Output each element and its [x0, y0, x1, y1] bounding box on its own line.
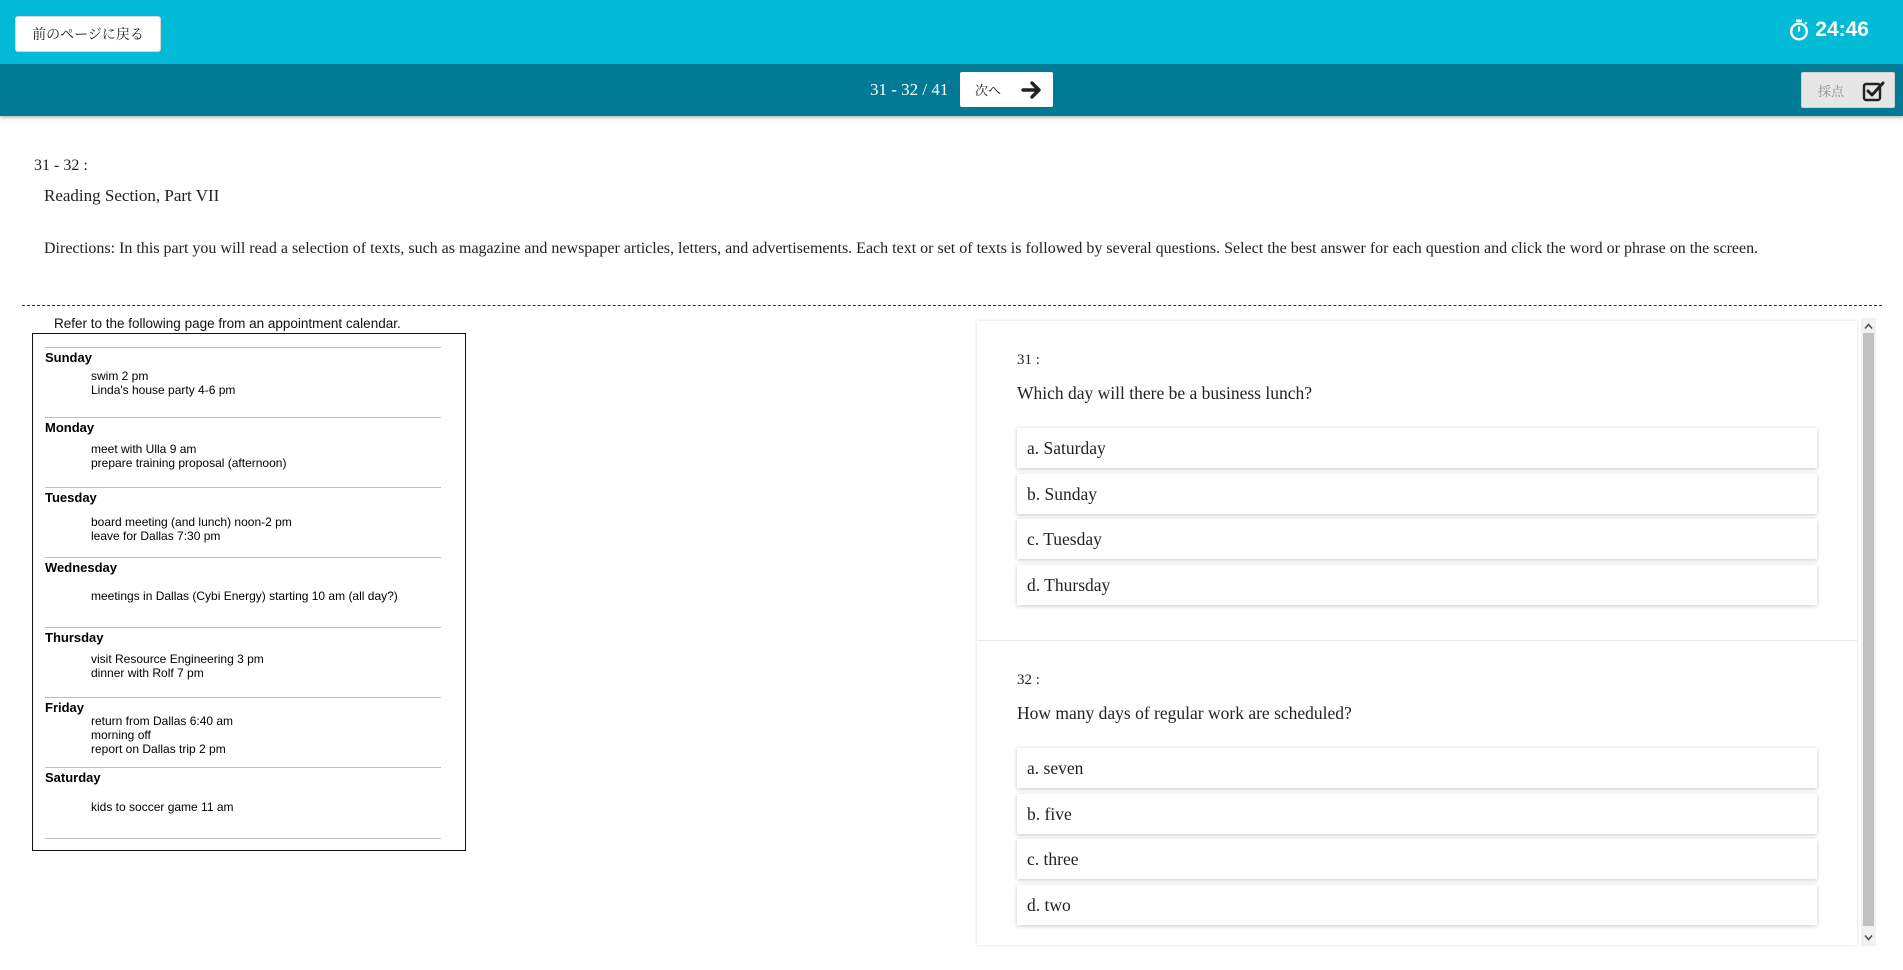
question-number: 31 :	[1017, 352, 1040, 368]
calendar-caption: Refer to the following page from an appointment calendar.	[54, 316, 401, 331]
calendar-day-saturday	[45, 767, 441, 814]
answer-option[interactable]: c. Tuesday	[1017, 519, 1817, 559]
question-block-32	[977, 641, 1857, 945]
answer-option[interactable]: a. seven	[1017, 748, 1817, 788]
dashed-divider	[22, 305, 1882, 306]
next-label: 次へ	[975, 84, 1002, 99]
answer-option[interactable]: d. Thursday	[1017, 565, 1817, 605]
question-number: 32 :	[1017, 672, 1040, 688]
calendar-bottom-rule	[45, 838, 441, 839]
next-button[interactable]	[960, 72, 1053, 107]
section-title: Reading Section, Part VII	[44, 186, 220, 205]
calendar-entry: leave for Dallas 7:30 pm	[91, 529, 221, 543]
back-button[interactable]: 前のページに戻る	[15, 16, 161, 52]
timer	[1789, 18, 1869, 42]
scroll-down-arrow-icon[interactable]	[1864, 933, 1873, 942]
scroll-up-arrow-icon[interactable]	[1864, 322, 1873, 331]
score-label: 採点	[1818, 84, 1845, 100]
calendar-day-thursday	[45, 627, 441, 680]
day-name: Thursday	[45, 630, 104, 645]
calendar-entry: Linda's house party 4-6 pm	[91, 383, 236, 397]
calendar-day-friday	[45, 697, 441, 756]
calendar-entry: return from Dallas 6:40 am	[91, 714, 234, 728]
day-name: Monday	[45, 420, 95, 435]
calendar-entry: meet with Ulla 9 am	[91, 442, 197, 456]
day-name: Saturday	[45, 770, 101, 785]
calendar-entry: swim 2 pm	[91, 369, 149, 383]
question-block-31	[977, 321, 1857, 641]
day-name: Tuesday	[45, 490, 97, 505]
calendar-entry: kids to soccer game 11 am	[91, 800, 234, 814]
answer-option[interactable]: d. two	[1017, 885, 1817, 925]
question-panel	[977, 321, 1857, 945]
top-bar	[0, 0, 1903, 64]
calendar-day-monday	[45, 417, 441, 470]
appointment-calendar	[32, 333, 466, 851]
stopwatch-icon	[1789, 19, 1809, 41]
calendar-day-wednesday	[45, 557, 441, 603]
directions-text: Directions: In this part you will read a selection of texts, such as magazine and newspaper articles, letters, and advertisements. Each text or set of texts is followed by several questions. Select the best answer for each question and click the word or phrase on the screen.	[44, 240, 1759, 257]
day-name: Friday	[45, 700, 85, 715]
calendar-entry: dinner with Rolf 7 pm	[91, 666, 204, 680]
scrollbar-thumb[interactable]	[1863, 333, 1874, 926]
calendar-day-sunday	[45, 347, 441, 397]
timer-value: 24:46	[1815, 18, 1869, 41]
answer-option[interactable]: a. Saturday	[1017, 428, 1817, 468]
question-range: 31 - 32 :	[34, 157, 88, 174]
day-name: Wednesday	[45, 560, 118, 575]
answer-option[interactable]: c. three	[1017, 839, 1817, 879]
answer-option[interactable]: b. Sunday	[1017, 474, 1817, 514]
calendar-entry: report on Dallas trip 2 pm	[91, 742, 226, 756]
calendar-entry: prepare training proposal (afternoon)	[91, 456, 287, 470]
checkbox-checked-icon	[1862, 80, 1886, 102]
calendar-day-tuesday	[45, 487, 441, 543]
day-name: Sunday	[45, 350, 92, 365]
nav-bar	[0, 64, 1903, 116]
arrow-right-icon	[1021, 80, 1043, 100]
question-scrollbar[interactable]	[1861, 318, 1876, 946]
answer-option[interactable]: b. five	[1017, 794, 1817, 834]
page-indicator: 31 - 32 / 41	[870, 80, 949, 99]
calendar-entry: meetings in Dallas (Cybi Energy) starting 10 am (all day?)	[91, 589, 398, 603]
calendar-entry: visit Resource Engineering 3 pm	[91, 652, 264, 666]
question-text: How many days of regular work are scheduled?	[1017, 703, 1352, 723]
calendar-entry: board meeting (and lunch) noon-2 pm	[91, 515, 292, 529]
score-button[interactable]	[1801, 72, 1895, 108]
question-text: Which day will there be a business lunch?	[1017, 383, 1312, 403]
calendar-entry: morning off	[91, 728, 151, 742]
